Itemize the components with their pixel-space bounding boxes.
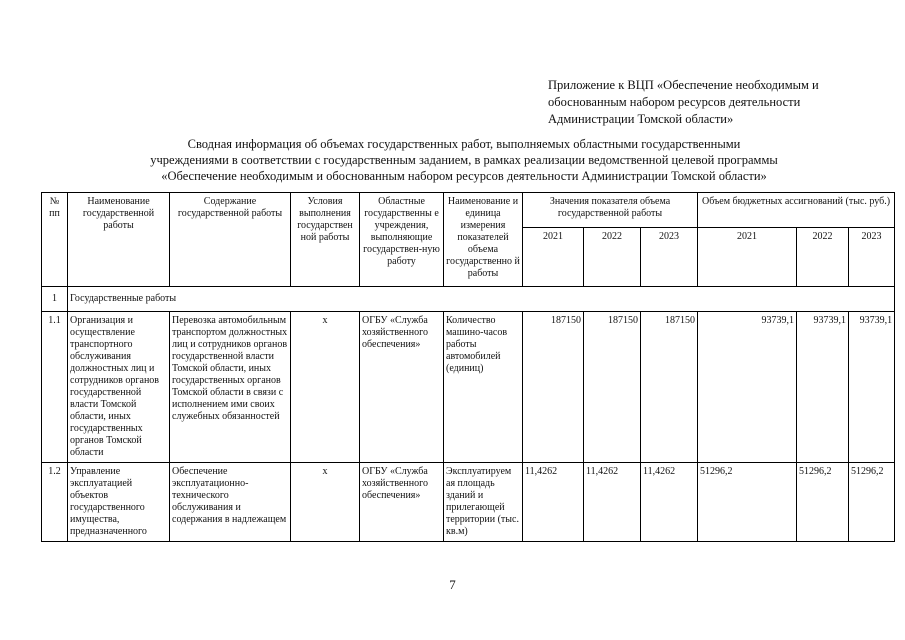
row-content: Перевозка автомобильным транспортом должностных лиц и сотрудников органов государственной власти Томской области, иных государственных органов Томской области в связи с исполнением ими своих служебных обязанностей	[170, 312, 291, 463]
row-institution: ОГБУ «Служба хозяйственного обеспечения»	[360, 312, 444, 463]
table-row	[42, 463, 895, 542]
header-year: 2023	[849, 228, 895, 287]
row-indicator: Эксплуатируем ая площадь зданий и прилегающей территории (тыс. кв.м)	[444, 463, 523, 542]
row-budget: 51296,2	[698, 463, 797, 542]
row-volume: 187150	[584, 312, 641, 463]
page-number: 7	[449, 577, 456, 592]
title-line: учреждениями в соответствии с государственным заданием, в рамках реализации ведомственной целевой программы	[150, 153, 778, 167]
header-year: 2022	[797, 228, 849, 287]
row-institution: ОГБУ «Служба хозяйственного обеспечения»	[360, 463, 444, 542]
appendix-line: Приложение к ВЦП «Обеспечение необходимым и	[548, 78, 819, 92]
header-row	[42, 193, 895, 228]
section-label: Государственные работы	[68, 287, 895, 312]
row-num: 1.2	[42, 463, 68, 542]
header-year: 2022	[584, 228, 641, 287]
appendix-line: обоснованным набором ресурсов деятельности	[548, 95, 801, 109]
header-content: Содержание государственной работы	[170, 193, 291, 287]
row-name: Организация и осуществление транспортного обслуживания должностных лиц и сотрудников органов государственной власти Томской области, иных государственных органов Томской области	[68, 312, 170, 463]
header-year: 2021	[523, 228, 584, 287]
document-title	[60, 136, 868, 184]
section-row	[42, 287, 895, 312]
row-budget: 93739,1	[849, 312, 895, 463]
row-volume: 11,4262	[523, 463, 584, 542]
header-budget-group: Объем бюджетных ассигнований (тыс. руб.)	[698, 193, 895, 228]
row-num: 1.1	[42, 312, 68, 463]
row-volume: 187150	[641, 312, 698, 463]
row-budget: 93739,1	[797, 312, 849, 463]
row-conditions: х	[291, 312, 360, 463]
header-volume-group: Значения показателя объема государственной работы	[523, 193, 698, 228]
title-line: «Обеспечение необходимым и обоснованным набором ресурсов деятельности Администрации Томской области»	[161, 169, 767, 183]
row-budget: 51296,2	[849, 463, 895, 542]
title-line: Сводная информация об объемах государственных работ, выполняемых областными государственными	[187, 137, 741, 151]
row-volume: 11,4262	[584, 463, 641, 542]
header-institutions: Областные государственны е учреждения, выполняющие государствен-ную работу	[360, 193, 444, 287]
row-name: Управление эксплуатацией объектов государственного имущества, предназначенного	[68, 463, 170, 542]
row-indicator: Количество машино-часов работы автомобилей (единиц)	[444, 312, 523, 463]
section-num: 1	[42, 287, 68, 312]
header-conditions: Условия выполнения государствен ной работы	[291, 193, 360, 287]
appendix-note	[548, 77, 888, 128]
row-content: Обеспечение эксплуатационно-технического обслуживания и содержания в надлежащем	[170, 463, 291, 542]
header-num: № пп	[42, 193, 68, 287]
table-row	[42, 312, 895, 463]
header-year: 2021	[698, 228, 797, 287]
header-year: 2023	[641, 228, 698, 287]
appendix-line: Администрации Томской области»	[548, 112, 734, 126]
row-volume: 187150	[523, 312, 584, 463]
header-name: Наименование государственной работы	[68, 193, 170, 287]
row-conditions: х	[291, 463, 360, 542]
row-budget: 93739,1	[698, 312, 797, 463]
header-indicator: Наименование и единица измерения показателей объема государственно й работы	[444, 193, 523, 287]
row-volume: 11,4262	[641, 463, 698, 542]
row-budget: 51296,2	[797, 463, 849, 542]
works-table	[41, 192, 895, 542]
